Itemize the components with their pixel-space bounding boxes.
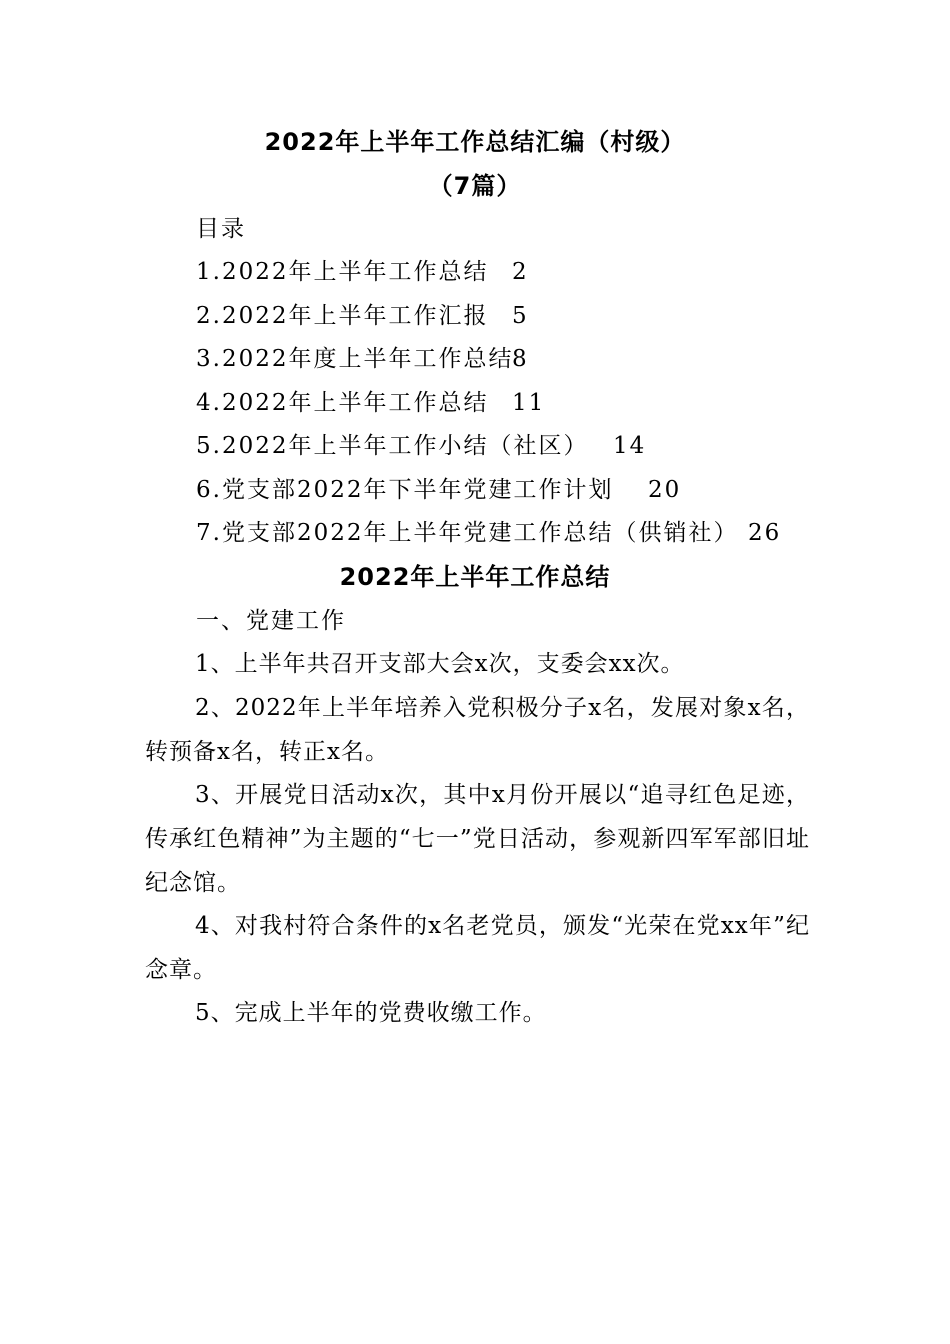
toc-item-page: 20	[648, 477, 682, 503]
section-heading: 一、党建工作	[196, 608, 346, 634]
toc-item-label[interactable]: 2.2022年上半年工作汇报	[196, 303, 489, 329]
section-title: 2022年上半年工作总结	[339, 563, 611, 591]
toc-item-label[interactable]: 6.党支部2022年下半年党建工作计划	[196, 477, 614, 503]
paragraph: 5、完成上半年的党费收缴工作。	[195, 1000, 547, 1026]
toc-item-page: 11	[512, 390, 546, 416]
paragraph: 4、对我村符合条件的x名老党员，颁发“光荣在党xx年”纪念章。	[145, 913, 810, 983]
toc-item-label[interactable]: 1.2022年上半年工作总结	[196, 259, 489, 285]
toc-heading: 目录	[196, 216, 246, 242]
toc-item-label[interactable]: 7.党支部2022年上半年党建工作总结（供销社）	[196, 520, 739, 546]
document-title: 2022年上半年工作总结汇编（村级）	[264, 128, 686, 156]
paragraph: 3、开展党日活动x次，其中x月份开展以“追寻红色足迹，传承红色精神”为主题的“七一”党日活动，参观新四军军部旧址纪念馆。	[145, 782, 810, 896]
toc-item-page: 5	[512, 303, 529, 329]
toc-item-page: 2	[512, 259, 529, 285]
toc-item-page: 14	[613, 433, 647, 459]
toc-item-label[interactable]: 4.2022年上半年工作总结	[196, 390, 489, 416]
toc-item-label[interactable]: 5.2022年上半年工作小结（社区）	[196, 433, 589, 459]
paragraph: 2、2022年上半年培养入党积极分子x名，发展对象x名，转预备x名，转正x名。	[145, 695, 810, 765]
paragraph: 1、上半年共召开支部大会x次，支委会xx次。	[195, 651, 685, 677]
document-subtitle: （7篇）	[428, 172, 522, 200]
toc-item-page: 8	[512, 346, 529, 372]
toc-item-label[interactable]: 3.2022年度上半年工作总结	[196, 346, 514, 372]
toc-item-page: 26	[748, 520, 782, 546]
